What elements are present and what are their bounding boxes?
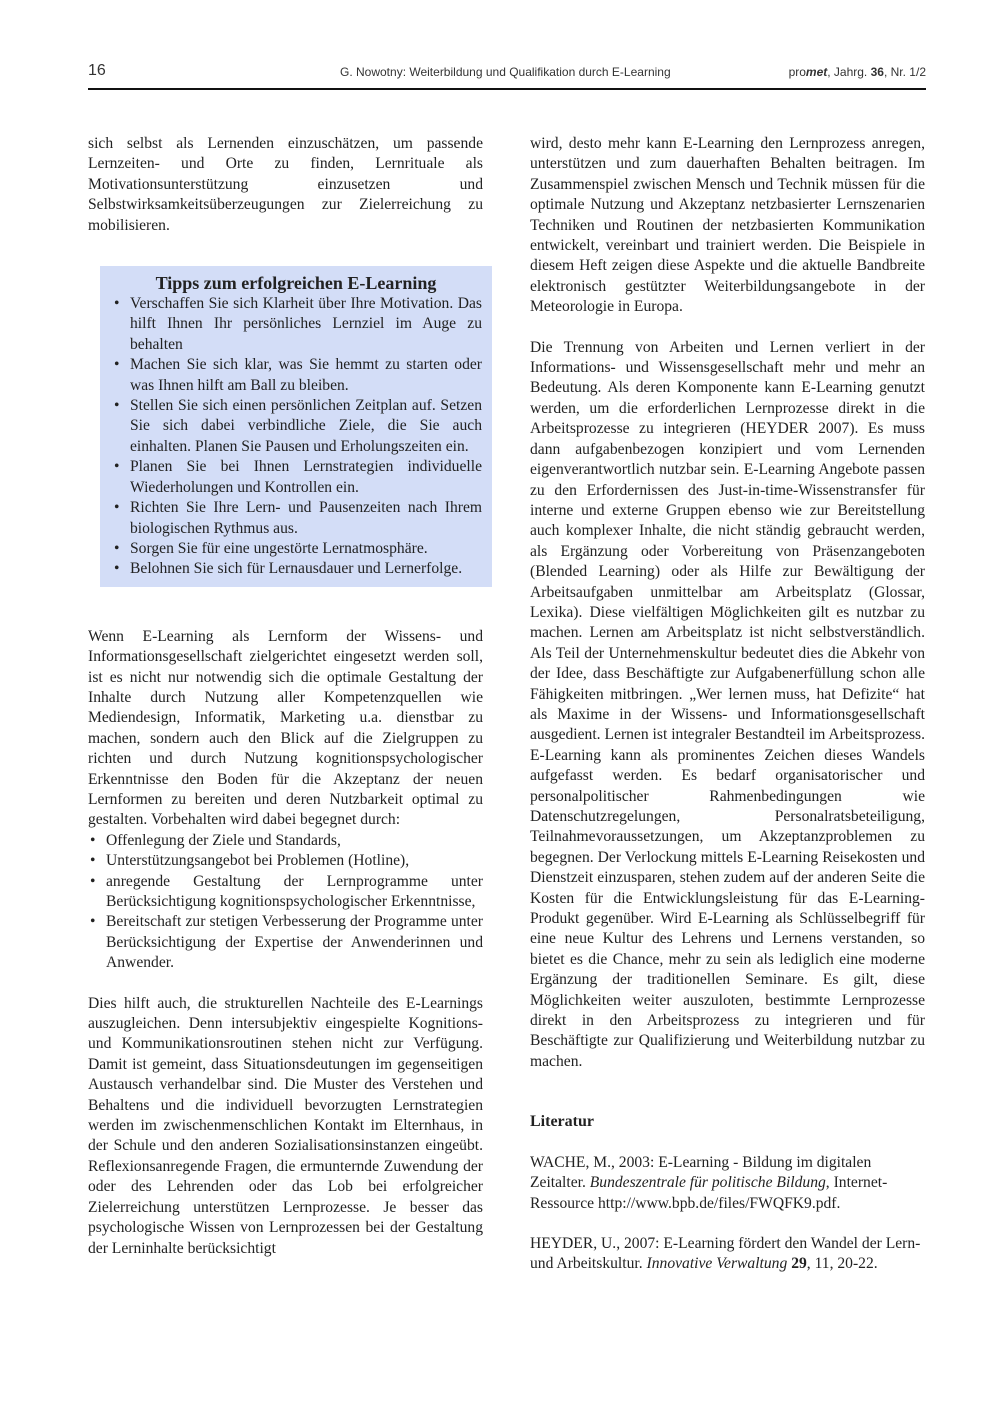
tips-box [100, 266, 492, 587]
journal-pro: pro [788, 65, 806, 79]
running-title: G. Nowotny: Weiterbildung und Qualifikation durch E-Learning [340, 65, 671, 79]
right-paragraph-2: Die Trennung von Arbeiten und Lernen verliert in der Informations- und Wissensgesellschaft mehr und mehr an Bedeutung. Als deren Komponente kann E-Learning genutzt werden, um die erforderlichen Lernprozesse direkt in die Arbeitsprozesse zu integrieren (HEYDER 2007). Es muss dann aufgabenbezogen konzipiert und vom Lernenden eigenverantwortlich nutzbar sein. E-Learning Angebote passen zu den Erfordernissen des Just-in-time-Wissenstransfer für interne und externe Gruppen ebenso wie zur Bereitstellung auch komplexer Inhalte, die nicht ständig gebraucht werden, als Ergänzung oder Vorbereitung von Präsenzangeboten (Blended Learning) oder als Hilfe zur Bewältigung der Arbeitsaufgaben unmittelbar am Arbeitsplatz (Glossar, Lexika). Diese vielfältigen Möglichkeiten gilt es nutzbar zu machen. Lernen am Arbeitsplatz ist nicht selbstverständlich. Als Teil der Unternehmenskultur bedeutet dies die Abkehr von der Idee, dass Beschäftigte zur Aufgabenerfüllung schon alle Fähigkeiten mitbringen. „Wer lernen muss, hat Defizite“ hat als Maxime in der Wissens- und Informationsgesellschaft ausgedient. Lernen ist integraler Bestandteil im Arbeitsprozess. E-Learning kann als prominentes Zeichen dieses Wandels aufgefasst werden. Es bedarf organisatorischer und personalpolitischer Rahmenbedingungen wie Datenschutzregelungen, Personalratsbeteiligung, Teilnahmevoraussetzungen, um Akzeptanzproblemen zu begegnen. Der Verlockung mittels E-Learning Reisekosten und Dienstzeit einzusparen, stehen zudem auf der anderen Seite die Kosten für die Entwicklungsleistung für das E-Learning-Produkt gegenüber. Wird E-Learning als Schlüsselbegriff für eine neue Kultur des Lehrens und Lernens verstanden, so bietet es die Chance, mehr zu sein als lediglich eine moderne Ergänzung der traditionellen Seminare. Es gilt, diese Möglichkeiten weiter auszuloten, bestimmte Lernprozesse direkt in den Arbeitsprozess zu integrieren und für Beschäftigte zur Qualifizierung und Weiterbildung nutzbar zu machen. [530, 338, 925, 1070]
page-number: 16 [88, 62, 106, 79]
right-column [530, 134, 925, 1275]
tips-item: • Machen Sie sich klar, was Sie hemmt zu starten oder was Ihnen hilft am Ball zu bleiben. [110, 355, 482, 396]
measures-list [88, 831, 483, 974]
left-column [88, 134, 483, 1259]
journal-rest: , Jahrg. [827, 65, 871, 79]
ref-volume: 29 [791, 1255, 807, 1273]
ref-text: , 11, 20-22. [806, 1255, 878, 1273]
journal-volume: 36 [870, 65, 884, 79]
tips-item: • Belohnen Sie sich für Lernausdauer und Lernerfolge. [110, 559, 482, 579]
measures-item: • anregende Gestaltung der Lernprogramme unter Berücksichtigung kognitionspsychologischer Erkenntnisse, [88, 872, 483, 913]
page-header [88, 62, 926, 90]
tips-item: • Verschaffen Sie sich Klarheit über Ihre Motivation. Das hilft Ihnen Ihr persönliches Lernziel im Auge zu behalten [110, 294, 482, 355]
tips-list [110, 294, 482, 580]
ref-source-title: Innovative Verwaltung [646, 1255, 788, 1273]
journal-issue: , Nr. 1/2 [883, 65, 926, 79]
measures-item: • Unterstützungsangebot bei Problemen (Hotline), [88, 851, 483, 871]
literature-heading: Literatur [530, 1113, 594, 1131]
reference-heyder [530, 1234, 925, 1275]
tips-item: • Planen Sie bei Ihnen Lernstrategien individuelle Wiederholungen und Kontrollen ein. [110, 457, 482, 498]
ref-text: , Internet-Ressource http://www.bpb.de/files/FWQFK9.pdf. [530, 1174, 888, 1212]
tips-title: Tipps zum erfolgreichen E-Learning [155, 273, 437, 294]
left-paragraph-3: Dies hilft auch, die strukturellen Nachteile des E-Learnings auszugleichen. Denn intersubjektiv eingespielte Kognitions- und Kommunikationsroutinen stehen nicht zur Verfügung. Damit ist gemeint, dass Situationsdeutungen im gegenseitigen Austausch verhandelbar sind. Die Muster des Verstehen und Behaltens und die individuell bevorzugten Lernstrategien werden im zwischenmenschlichen Kontakt im Elternhaus, in der Schule und den anderen Sozialisationsinstanzen eingeübt. Reflexionsanregende Fragen, die ermunternde Zuwendung der oder des Lehrenden oder das Lob bei erfolgreicher Zielerreichung unterstützen Lernprozesse. Je besser das psychologische Wissen von Lernprozessen bei der Gestaltung der Lerninhalte berücksichtigt [88, 994, 483, 1257]
ref-text: WACHE, M., 2003: E-Learning - Bildung im digitalen Zeitalter. [530, 1153, 872, 1192]
left-intro-paragraph: sich selbst als Lernenden einzuschätzen, um passende Lernzeiten- und Orte zu finden, Lernrituale als Motivationsunterstützung einzusetzen und Selbstwirksamkeitsüberzeugungen zur Zielerreichung zu mobilisieren. [88, 135, 483, 234]
journal-reference [789, 65, 926, 79]
left-paragraph-2: Wenn E-Learning als Lernform der Wissens- und Informationsgesellschaft zielgerichtet eingesetzt werden soll, ist es nicht nur notwendig sich die optimale Gestaltung der Inhalte durch Nutzung aller Kompetenzquellen wie Mediendesign, Informatik, Marketing u.a. dienstbar zu machen, sondern auch den Blick auf die Zielgruppen zu richten und durch Nutzung kognitionspsychologischer Erkenntnisse den Boden für die Akzeptanz der neuen Lernformen zu bereiten und deren Nutzbarkeit optimal zu gestalten. Vorbehalten wird dabei begegnet durch: [88, 627, 483, 829]
measures-item: • Bereitschaft zur stetigen Verbesserung der Programme unter Berücksichtigung der Expertise der Anwenderinnen und Anwender. [88, 912, 483, 973]
reference-wache [530, 1153, 925, 1214]
journal-met: met [805, 65, 828, 79]
measures-item: • Offenlegung der Ziele und Standards, [88, 831, 483, 851]
ref-text: HEYDER, U., 2007: E-Learning fördert den Wandel der Lern- und Arbeitskultur. [530, 1234, 921, 1273]
tips-item: • Richten Sie Ihre Lern- und Pausenzeiten nach Ihrem biologischen Rythmus aus. [110, 498, 482, 539]
tips-item: • Stellen Sie sich einen persönlichen Zeitplan auf. Setzen Sie sich dabei verbindliche Ziele, die Sie auch einhalten. Planen Sie Pausen und Erholungszeiten ein. [110, 396, 482, 457]
right-paragraph-1: wird, desto mehr kann E-Learning den Lernprozess anregen, unterstützen und zum dauerhaften Behalten beitragen. Im Zusammenspiel zwischen Mensch und Technik müssen für die optimale Nutzung und Akzeptanz netzbasierter Lernszenarien Techniken und Routinen der netzbasierten Kommunikation entwickelt, vereinbart und trainiert werden. Die Beispiele in diesem Heft zeigen diese Aspekte und die aktuelle Bandbreite elektronisch gestützter Weiterbildungsangebote in der Meteorologie in Europa. [530, 135, 925, 316]
tips-item: • Sorgen Sie für eine ungestörte Lernatmosphäre. [110, 539, 482, 559]
ref-source-title: Bundeszentrale für politische Bildung [589, 1174, 826, 1192]
